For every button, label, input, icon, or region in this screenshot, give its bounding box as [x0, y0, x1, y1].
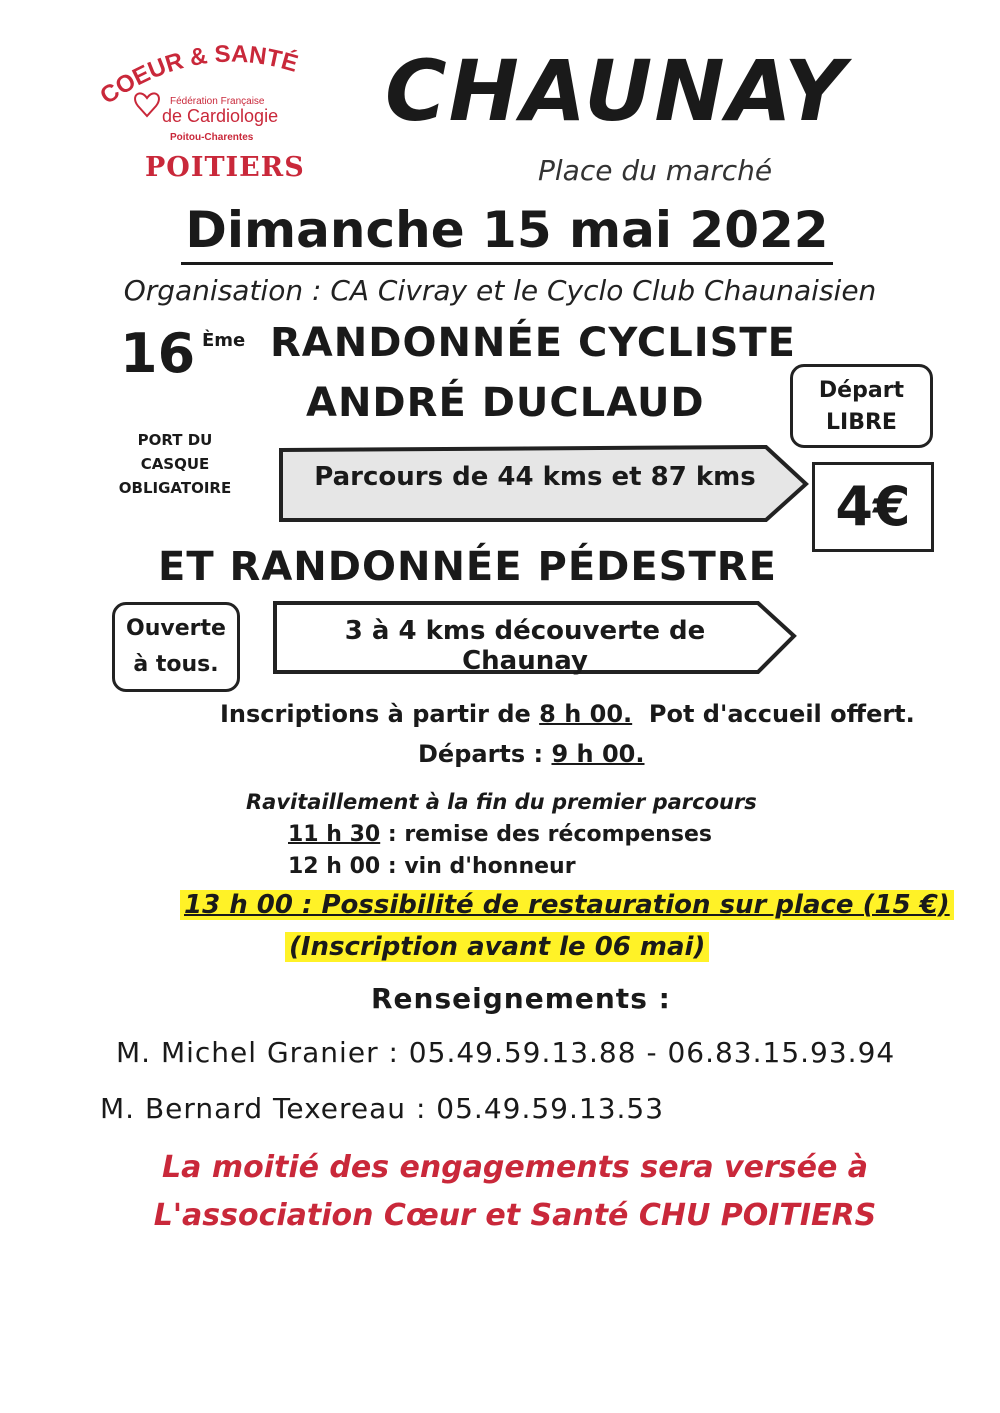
ravitaillement-line: Ravitaillement à la fin du premier parcours [246, 790, 757, 814]
contact-texereau: M. Bernard Texereau : 05.49.59.13.53 [100, 1092, 665, 1125]
casque-line3: OBLIGATOIRE [118, 479, 232, 497]
event-date: Dimanche 15 mai 2022 [181, 200, 832, 265]
depart-line1: Départ [818, 378, 905, 403]
inscriptions-suffix: Pot d'accueil offert. [632, 700, 915, 728]
edition-suffix: Ème [202, 330, 246, 351]
recompenses-time: 11 h 30 [288, 822, 381, 847]
coeur-sante-logo [92, 40, 342, 150]
depart-line2: LIBRE [826, 410, 897, 435]
pedestre-title: ET RANDONNÉE PÉDESTRE [158, 544, 777, 590]
casque-line1: PORT DU [137, 431, 213, 449]
footer-line2: L'association Cœur et Santé CHU POITIERS [153, 1198, 877, 1233]
town-title: CHAUNAY [385, 42, 847, 140]
inscriptions-prefix: Inscriptions à partir de [220, 700, 540, 728]
event-title-line2: ANDRÉ DUCLAUD [306, 380, 705, 426]
logo-cardiologie: de Cardiologie [162, 106, 279, 126]
departs-time: 9 h 00. [551, 740, 645, 768]
ouverte-box [112, 602, 240, 692]
vin-honneur-line: 12 h 00 : vin d'honneur [288, 854, 576, 879]
heart-icon [135, 93, 159, 116]
event-title-line1: RANDONNÉE CYCLISTE [270, 320, 797, 366]
logo-arc-text: COEUR & SANTÉ [95, 40, 302, 110]
depart-libre-box [790, 364, 933, 448]
ouverte-line2: à tous. [133, 652, 219, 677]
casque-line2: CASQUE [140, 455, 210, 473]
restauration-line: 13 h 00 : Possibilité de restauration sur place (15 €) [180, 890, 954, 920]
place-subtitle: Place du marché [538, 154, 773, 187]
organisation: Organisation : CA Civray et le Cyclo Club Chaunaisien [123, 274, 877, 307]
edition-number: 16 [120, 322, 196, 385]
renseignements-heading: Renseignements : [371, 982, 671, 1015]
cyclo-route-label: Parcours de 44 kms et 87 kms [314, 462, 756, 492]
logo-federation: Fédération Française [170, 96, 265, 107]
ouverte-line1: Ouverte [126, 616, 226, 641]
casque-notice [100, 428, 250, 500]
restauration-note: (Inscription avant le 06 mai) [285, 932, 709, 962]
event-date-row [0, 200, 1000, 265]
inscriptions-time: 8 h 00. [539, 700, 633, 728]
pedestre-route-label: 3 à 4 kms découverte de Chaunay [344, 616, 706, 676]
recompenses-line [288, 822, 712, 847]
recompenses-text: : remise des récompenses [380, 822, 712, 847]
contact-granier: M. Michel Granier : 05.49.59.13.88 - 06.83.15.93.94 [116, 1036, 896, 1069]
departs-prefix: Départs : [418, 740, 552, 768]
logo-city: POITIERS [145, 152, 305, 183]
footer-line1: La moitié des engagements sera versée à [162, 1150, 868, 1185]
departs-line [418, 740, 645, 768]
logo-region: Poitou-Charentes [170, 132, 254, 143]
price-box: 4€ [812, 462, 934, 552]
footer-note [0, 1144, 1000, 1240]
inscriptions-line [220, 700, 915, 728]
